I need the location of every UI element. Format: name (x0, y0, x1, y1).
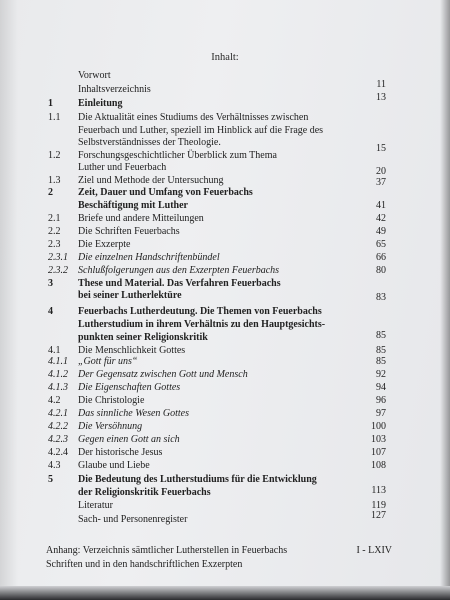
toc-entry-text: Gegen einen Gott an sich (78, 434, 180, 445)
toc-entry-text: Zeit, Dauer und Umfang von Feuerbachs (78, 187, 253, 198)
toc-entry-page: 80 (376, 265, 386, 276)
toc-entry-number: 4.3 (48, 460, 61, 471)
toc-entry-number: 4.2 (48, 395, 61, 406)
toc-entry-number: 4.1.3 (48, 382, 68, 393)
page-bottom-edge (0, 586, 450, 600)
toc-entry-text: Feuerbachs Lutherdeutung. Die Themen von Feuerbachs (78, 306, 322, 317)
toc-entry-text: Einleitung (78, 98, 123, 109)
toc-entry-page: 97 (376, 408, 386, 419)
toc-entry-page: 100 (371, 421, 386, 432)
toc-entry-number: 2 (48, 187, 53, 198)
toc-entry-page: 127 (371, 510, 386, 521)
toc-entry-text: These und Material. Das Verfahren Feuerbachs (78, 278, 281, 289)
toc-entry-text: Feuerbach und Luther, speziell im Hinblick auf die Frage des (78, 125, 324, 136)
toc-entry-number: 1.2 (48, 150, 61, 161)
appendix-text-1: Anhang: Verzeichnis sämtlicher Lutherstellen in Feuerbachs (46, 545, 288, 556)
toc-entry-text: „Gott für uns“ (78, 356, 138, 367)
toc-entry-text: Schlußfolgerungen aus den Exzerpten Feuerbachs (78, 265, 280, 276)
toc-entry-number: 5 (48, 474, 53, 485)
appendix-page: I - LXIV (356, 545, 392, 556)
toc-entry-number: 1 (48, 98, 53, 109)
toc-entry-number: 4.1.2 (48, 369, 68, 380)
toc-entry-page: 85 (376, 330, 386, 341)
toc-entry-text: Der historische Jesus (78, 447, 163, 458)
toc-entry-text: Glaube und Liebe (78, 460, 150, 471)
toc-entry-number: 2.1 (48, 213, 61, 224)
appendix-text-2: Schriften und in den handschriftlichen Exzerpten (46, 559, 243, 570)
toc-entry-number: 2.3 (48, 239, 61, 250)
toc-entry-text: Der Gegensatz zwischen Gott und Mensch (78, 369, 248, 380)
toc-entry-number: 3 (48, 278, 53, 289)
page-shadow-left (0, 0, 18, 600)
toc-entry-text: Die einzelnen Handschriftenbündel (78, 252, 220, 263)
toc-entry-page: 15 (376, 143, 386, 154)
toc-entry-page: 94 (376, 382, 386, 393)
toc-entry-number: 4.2.1 (48, 408, 68, 419)
toc-entry-text: Forschungsgeschichtlicher Überblick zum Thema (78, 150, 277, 161)
toc-entry-page: 107 (371, 447, 386, 458)
toc-entry-number: 2.2 (48, 226, 61, 237)
toc-entry-page: 41 (376, 200, 386, 211)
toc-entry-number: 1.3 (48, 175, 61, 186)
toc-entry-text: Das sinnliche Wesen Gottes (78, 408, 190, 419)
toc-entry-text: bei seiner Lutherlektüre (78, 290, 182, 301)
toc-entry-page: 49 (376, 226, 386, 237)
toc-entry-text: der Religionskritik Feuerbachs (78, 487, 211, 498)
toc-entry-text: Selbstverständnisses der Theologie. (78, 137, 221, 148)
toc-entry-text: Briefe und andere Mitteilungen (78, 213, 204, 224)
toc-entry-number: 2.3.1 (48, 252, 68, 263)
toc-entry-page: 119 (371, 500, 386, 511)
toc-entry-page: 65 (376, 239, 386, 250)
toc-entry-text: Die Bedeutung des Lutherstudiums für die Entwicklung (78, 474, 317, 485)
toc-entry-text: Die Versöhnung (78, 421, 143, 432)
toc-entry-number: 2.3.2 (48, 265, 68, 276)
toc-entry-page: 85 (376, 345, 386, 356)
toc-entry-text: Luther und Feuerbach (78, 162, 167, 173)
toc-entry-number: 4.1.1 (48, 356, 68, 367)
toc-entry-page: 92 (376, 369, 386, 380)
toc-entry-page: 37 (376, 177, 386, 188)
toc-entry-text: Beschäftigung mit Luther (78, 200, 188, 211)
toc-entry-text: Literatur (78, 500, 113, 511)
toc-entry-page: 13 (376, 92, 386, 103)
toc-entry-page: 108 (371, 460, 386, 471)
toc-entry-text: Die Exzerpte (78, 239, 131, 250)
page-shadow-right (440, 0, 450, 600)
toc-entry-text: Ziel und Methode der Untersuchung (78, 175, 224, 186)
toc-entry-text: Die Aktualität eines Studiums des Verhältnisses zwischen (78, 112, 309, 123)
toc-entry-number: 4.2.3 (48, 434, 68, 445)
toc-entry-page: 42 (376, 213, 386, 224)
toc-entry-page: 20 (376, 166, 386, 177)
toc-entry-text: Die Eigenschaften Gottes (78, 382, 181, 393)
toc-entry-number: 4.2.2 (48, 421, 68, 432)
toc-entry-text: Sach- und Personenregister (78, 514, 188, 525)
toc-entry-page: 11 (376, 79, 386, 90)
toc-entry-text: Die Christologie (78, 395, 145, 406)
toc-entry-text: Lutherstudium in ihrem Verhältnis zu den Hauptgesichts- (78, 319, 326, 330)
toc-entry-number: 1.1 (48, 112, 61, 123)
toc-entry-text: punkten seiner Religionskritik (78, 332, 208, 343)
toc-entry-text: Die Schriften Feuerbachs (78, 226, 180, 237)
toc-entry-page: 83 (376, 292, 386, 303)
toc-entry-page: 96 (376, 395, 386, 406)
toc-entry-page: 103 (371, 434, 386, 445)
toc-entry-page: 113 (371, 485, 386, 496)
toc-entry-page: 85 (376, 356, 386, 367)
toc-entry-page: 66 (376, 252, 386, 263)
toc-entry-number: 4 (48, 306, 53, 317)
toc-entry-text: Die Menschlichkeit Gottes (78, 345, 186, 356)
toc-entry-text: Inhaltsverzeichnis (78, 84, 151, 95)
toc-entry-number: 4.2.4 (48, 447, 68, 458)
toc-entry-text: Vorwort (78, 70, 111, 81)
toc-title: Inhalt: (211, 52, 239, 63)
toc-entry-number: 4.1 (48, 345, 61, 356)
